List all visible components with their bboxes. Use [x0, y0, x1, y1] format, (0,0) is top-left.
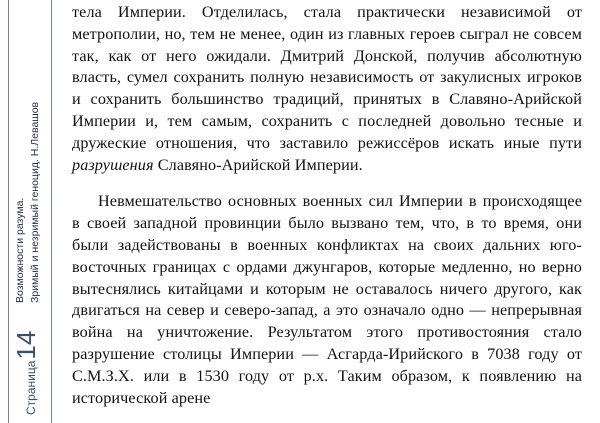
book-caption-line-1: Возможности разума.: [14, 197, 26, 303]
page-number-label: [13, 331, 40, 415]
paragraph-2: Невмешательство основных военных сил Империи в происходящее в своей западной провинции было вызвано тем, что, в то время, они были задействованы в военных конфликтах на своих дальних юго-восточных границах с ордами джунгаров, которые медленно, но верно вытеснялись китайцами и которым не оставалось ничего другого, как двигаться на север и северо-запад, а это означало одно — непрерывная война на уничтожение. Результатом этого противостояния стало разрушение столицы Империи — Асгарда-Ирийского в 7038 году от С.М.З.Х. или в 1530 году от р.х. Таким образом, к появлению на исторической арене: [72, 192, 582, 407]
page-word: Страница: [24, 360, 38, 415]
book-caption: [13, 3, 43, 303]
rotated-margin-content: [9, 0, 53, 423]
paragraph-1-italic: разрушения: [72, 155, 154, 174]
paragraph-1: [72, 2, 582, 176]
paragraph-1-text-b: Славяно-Арийской Империи.: [153, 155, 363, 174]
page-body-text: [72, 2, 582, 409]
page-margin-bar: [8, 0, 52, 423]
book-caption-line-2: Зримый и незримый геноцид. Н.Левашов: [29, 101, 41, 303]
page-number: 14: [11, 330, 41, 360]
paragraph-1-text-a: тела Империи. Отделилась, стала практически независимой от метрополии, но, тем не менее, один из главных героев сыграл не совсем так, как от него ожидали. Дмитрий Донской, получив абсолютную власть, сумел сохранить полную независимость от закулисных игроков и сохранить большинство традиций, принятых в Славяно-Арийской Империи и, тем самым, сохранить с последней довольно тесные и дружеские отношения, что заставило режиссёров искать иные пути: [72, 3, 582, 152]
